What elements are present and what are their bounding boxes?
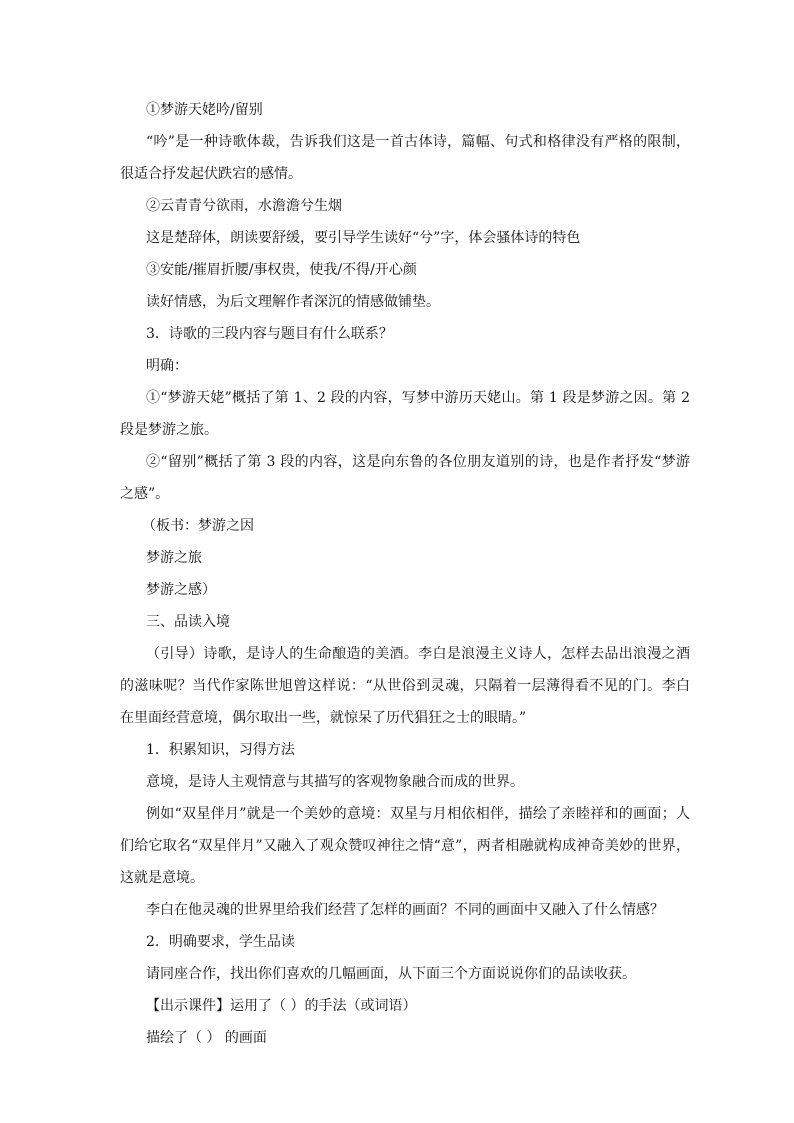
text-line: ①梦游天姥吟/留别 [146, 102, 263, 118]
text-line: 这就是意境。 [120, 870, 204, 886]
text-line: 之感”。 [120, 486, 170, 502]
text-line: ①“梦游天姥”概括了第 1、2 段的内容，写梦中游历天姥山。第 1 段是梦游之因。第 2 [146, 390, 690, 406]
text-line: “吟”是一种诗歌体裁，告诉我们这是一首古体诗，篇幅、句式和格律没有严格的限制， [146, 134, 690, 150]
text-line: 段是梦游之旅。 [120, 422, 218, 438]
text-line: ②云青青兮欲雨，水澹澹兮生烟 [146, 198, 342, 214]
section-heading: 3．诗歌的三段内容与题目有什么联系？ [146, 326, 393, 342]
text-line: 意境，是诗人主观情意与其描写的客观物象融合而成的世界。 [146, 774, 524, 790]
text-line: 请同座合作，找出你们喜欢的几幅画面，从下面三个方面说说你们的品读收获。 [146, 966, 636, 982]
text-line: 们给它取名“双星伴月”又融入了观众赞叹神往之情“意”，两者相融就构成神奇美妙的世界， [120, 838, 690, 854]
text-line: 梦游之旅 [146, 550, 202, 566]
text-line: ②“留别”概括了第 3 段的内容，这是向东鲁的各位朋友道别的诗，也是作者抒发“梦游 [146, 454, 690, 470]
text-line: 【出示课件】运用了（ ）的手法（或词语） [146, 998, 417, 1014]
text-line: （引导）诗歌，是诗人的生命酿造的美酒。李白是浪漫主义诗人，怎样去品出浪漫之酒 [146, 646, 690, 662]
text-line: ③安能/摧眉折腰/事权贵，使我/不得/开心颜 [146, 262, 417, 278]
text-line: 梦游之感） [146, 582, 216, 598]
section-heading: 1．积累知识，习得方法 [146, 742, 295, 758]
text-line: 明确： [146, 358, 188, 374]
section-heading: 三、品读入境 [146, 614, 230, 630]
section-heading: 2．明确要求，学生品读 [146, 934, 295, 950]
text-line: 在里面经营意境，偶尔取出一些，就惊呆了历代猖狂之士的眼睛。” [120, 710, 527, 726]
text-line: 读好情感，为后文理解作者深沉的情感做铺垫。 [146, 294, 440, 310]
text-line: （板书：梦游之因 [142, 518, 254, 534]
text-line: 这是楚辞体，朗读要舒缓，要引导学生读好“兮”字，体会骚体诗的特色 [146, 230, 581, 246]
text-line: 的滋味呢？当代作家陈世旭曾这样说：“从世俗到灵魂，只隔着一层薄得看不见的门。李白 [120, 678, 690, 694]
text-line: 很适合抒发起伏跌宕的感情。 [120, 166, 302, 182]
text-line: 李白在他灵魂的世界里给我们经营了怎样的画面？不同的画面中又融入了什么情感？ [146, 902, 664, 918]
text-line: 描绘了（ ） 的画面 [146, 1030, 267, 1046]
text-line: 例如“双星伴月”就是一个美妙的意境：双星与月相依相伴，描绘了亲睦祥和的画面；人 [146, 806, 690, 822]
